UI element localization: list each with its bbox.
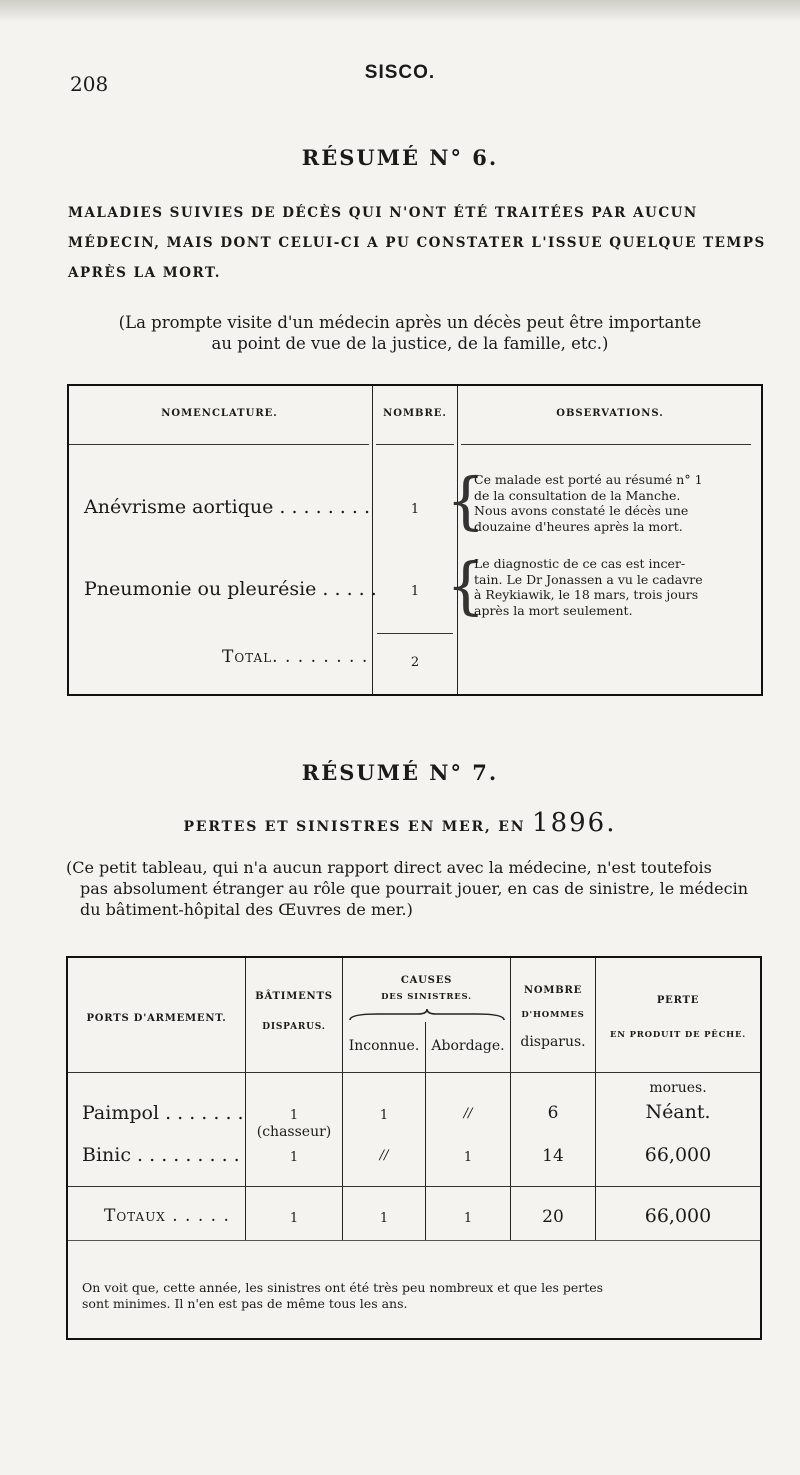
table-row-perte: 66,000 bbox=[644, 1144, 712, 1166]
table-resume-6 bbox=[67, 384, 763, 696]
unit-label: morues. bbox=[649, 1080, 707, 1096]
resume-7-subtitle: PERTES ET SINISTRES EN MER, EN 1896. bbox=[183, 808, 617, 838]
causes-brace-icon bbox=[348, 1008, 506, 1024]
header-rule bbox=[69, 444, 369, 445]
header-batiments-sub: DISPARUS. bbox=[262, 1022, 326, 1032]
footnote-rule bbox=[68, 1240, 760, 1241]
table-row-batiments-note: (chasseur) bbox=[256, 1124, 332, 1140]
resume-7-title: RÉSUMÉ N° 7. bbox=[301, 760, 499, 785]
column-divider bbox=[457, 386, 458, 694]
header-causes: CAUSES bbox=[400, 975, 453, 986]
table-row-count: 1 bbox=[410, 584, 420, 599]
header-nombre: NOMBRE. bbox=[383, 408, 447, 419]
resume-7-year: 1896. bbox=[532, 808, 617, 838]
table-row-port: Binic . . . . . . . . . bbox=[82, 1144, 240, 1166]
header-abordage: Abordage. bbox=[431, 1038, 505, 1054]
page-top-shadow bbox=[0, 0, 800, 22]
resume-7-note-line-3: du bâtiment-hôpital des Œuvres de mer.) bbox=[80, 900, 413, 919]
table-row-name: Pneumonie ou pleurésie . . . . . bbox=[84, 578, 377, 600]
column-divider bbox=[372, 386, 373, 694]
total-rule bbox=[68, 1186, 760, 1187]
table-row-inconnue: 1 bbox=[379, 1108, 389, 1123]
column-divider bbox=[425, 1022, 426, 1240]
resume-7-note-line-1: (Ce petit tableau, qui n'a aucun rapport direct avec la médecine, n'est toutefois bbox=[66, 858, 712, 877]
total-value: 2 bbox=[410, 655, 420, 670]
table-footnote-line-2: sont minimes. Il n'en est pas de même tous les ans. bbox=[82, 1296, 408, 1311]
table-row-hommes: 14 bbox=[542, 1146, 564, 1166]
header-observations: OBSERVATIONS. bbox=[556, 408, 664, 419]
resume-6-subtitle: MALADIES SUIVIES DE DÉCÈS QUI N'ONT ÉTÉ TRAITÉES PAR AUCUN MÉDECIN, MAIS DONT CELUI-CI A PU CONSTATER L'ISSUE QUELQUE TEMPS APRÈS LA MORT. bbox=[68, 205, 766, 281]
table-row-abordage: // bbox=[463, 1106, 473, 1121]
header-nomenclature: NOMENCLATURE. bbox=[161, 408, 278, 419]
brace-icon: { bbox=[446, 464, 486, 537]
header-ports: PORTS D'ARMEMENT. bbox=[86, 1013, 227, 1024]
totals-perte: 66,000 bbox=[644, 1205, 712, 1227]
column-divider bbox=[510, 958, 511, 1240]
header-causes-sub: DES SINISTRES. bbox=[381, 992, 472, 1002]
resume-7-note-line-2: pas absolument étranger au rôle que pourrait jouer, en cas de sinistre, le médecin bbox=[80, 879, 749, 898]
header-nombre-sub: D'HOMMES bbox=[521, 1010, 585, 1020]
resume-6-title: RÉSUMÉ N° 6. bbox=[301, 145, 499, 170]
total-label: Total. . . . . . . . bbox=[222, 647, 369, 667]
table-row-hommes: 6 bbox=[547, 1103, 559, 1123]
table-row-observation: Le diagnostic de ce cas est incer- tain. Le Dr Jonassen a vu le cadavre à Reykiawik, le 18 mars, trois jours après la mort seulement. bbox=[474, 556, 703, 618]
table-row-abordage: 1 bbox=[463, 1150, 473, 1165]
header-nombre: NOMBRE bbox=[523, 985, 583, 996]
header-rule bbox=[461, 444, 751, 445]
header-perte: PERTE bbox=[656, 995, 700, 1006]
table-row-name: Anévrisme aortique . . . . . . . . bbox=[84, 496, 370, 518]
total-rule bbox=[377, 633, 453, 634]
header-inconnue: Inconnue. bbox=[348, 1038, 420, 1054]
header-nombre-disparus: disparus. bbox=[520, 1034, 586, 1050]
table-row-batiments: 1 bbox=[289, 1108, 299, 1123]
table-row-inconnue: // bbox=[379, 1148, 389, 1163]
resume-6-note-line-2: au point de vue de la justice, de la famille, etc.) bbox=[211, 334, 609, 353]
table-row-batiments: 1 bbox=[289, 1150, 299, 1165]
totals-label: Totaux . . . . . bbox=[104, 1206, 230, 1226]
totals-hommes: 20 bbox=[542, 1207, 564, 1227]
table-row-port: Paimpol . . . . . . . bbox=[82, 1102, 244, 1124]
totals-batiments: 1 bbox=[289, 1211, 299, 1226]
brace-icon: { bbox=[446, 549, 486, 622]
resume-6-note-line-1: (La prompte visite d'un médecin après un décès peut être importante bbox=[118, 313, 702, 332]
header-perte-sub: EN PRODUIT DE PÊCHE. bbox=[609, 1030, 747, 1040]
header-rule bbox=[376, 444, 454, 445]
table-row-observation: Ce malade est porté au résumé n° 1 de la consultation de la Manche. Nous avons constaté le décès une douzaine d'heures après la mort. bbox=[474, 472, 703, 534]
table-row-perte: Néant. bbox=[645, 1101, 711, 1123]
running-title: SISCO. bbox=[364, 62, 436, 83]
table-footnote-line-1: On voit que, cette année, les sinistres ont été très peu nombreux et que les pertes bbox=[82, 1280, 604, 1295]
totals-abordage: 1 bbox=[463, 1211, 473, 1226]
totals-inconnue: 1 bbox=[379, 1211, 389, 1226]
table-row-count: 1 bbox=[410, 502, 420, 517]
page-number: 208 bbox=[70, 72, 109, 96]
header-rule bbox=[68, 1072, 760, 1073]
header-batiments: BÂTIMENTS bbox=[255, 991, 333, 1002]
